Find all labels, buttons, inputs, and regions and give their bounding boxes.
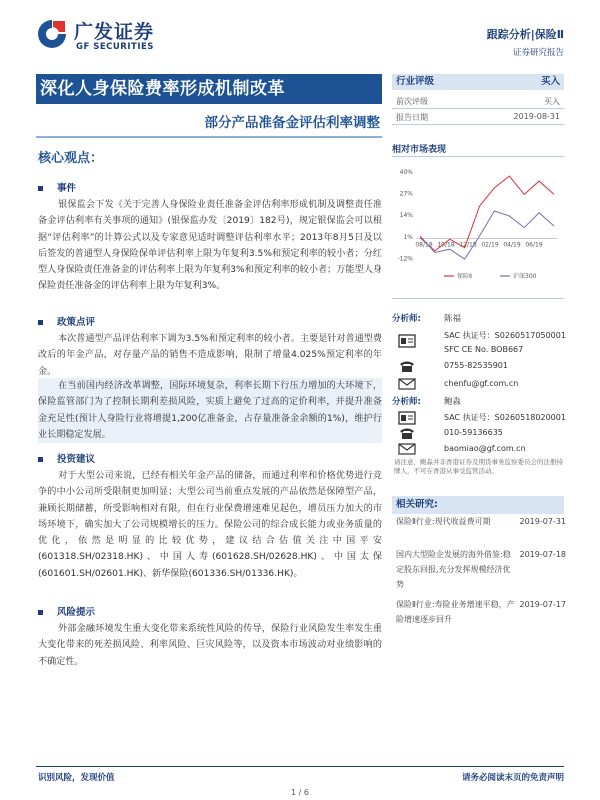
- analyst-email[interactable]: chenfu@gf.com.cn: [444, 379, 519, 388]
- section-risk-text: 外部金融环境发生重大变化带来系统性风险的传导，保险行业风险发生率发生重大变化带来的死差损风险、利率风险、巨灾风险等，以及资本市场波动对业绩影响的不确定性。: [38, 624, 382, 667]
- section-event-text: 银保监会下发《关于完善人身保险业责任准备金评估利率形成机制及调整责任准备金评估利率有关事项的通知》(银保监办发〔2019〕182号)，规定银保监会可以根据“评估利率”的计算公式以及专家意见适时调整评估利率水平；2013年8月5日及以后签发的普通型人身保险保单评估利率上限为年复利3.5%和预定利率的较小者；分红型人身保险责任准备金的评估利率上限为年复利3%和预定利率的较小者；万能型人身保险责任准备金的评估利率上限为年复利3%。: [38, 200, 382, 292]
- footer-slogan: 识别风险，发现价值: [38, 773, 115, 783]
- x-tick-label: 04/19: [503, 241, 521, 249]
- analyst-sac: SAC 执证号：S0260518020001: [444, 413, 566, 422]
- prev-rating-row: 前次评级 买入: [396, 97, 560, 106]
- footer-disclaimer: 请务必阅读末页的免责声明: [461, 773, 564, 783]
- legend-label: 保险Ⅱ: [457, 273, 472, 280]
- analyst-name: 陈福: [444, 314, 462, 324]
- analyst-phone: 0755-82535901: [444, 361, 508, 370]
- phone-icon: [398, 359, 416, 373]
- id-card-icon: [398, 334, 416, 348]
- section-event-heading: 事件: [38, 180, 76, 194]
- y-tick-label: 40%: [399, 169, 413, 176]
- legend-label: 沪深300: [513, 273, 537, 280]
- analyst-sac: SAC 执证号：S0260517050001: [444, 331, 566, 340]
- y-tick-label: 27%: [399, 190, 413, 198]
- report-subtitle: 部分产品准备金评估利率调整: [204, 115, 380, 131]
- gf-logo-icon: [36, 18, 68, 50]
- divider: [392, 124, 564, 125]
- email-icon: [398, 377, 416, 391]
- y-tick-label: -12%: [397, 255, 413, 263]
- x-tick-label: 10/18: [437, 241, 455, 249]
- market-chart-title: 相对市场表现: [392, 145, 447, 155]
- bullet-icon: [38, 457, 43, 462]
- analyst-label: 分析师:: [392, 314, 421, 324]
- x-tick-label: 02/19: [481, 241, 499, 249]
- analyst-sfc: SFC CE No. BOB667: [444, 345, 524, 354]
- x-tick-label: 08/18: [415, 241, 433, 249]
- footer-divider: [36, 766, 564, 767]
- related-item[interactable]: 保险Ⅱ行业:寿险业务增速平稳，产险增速逐步回升 2019-07-17: [396, 600, 566, 624]
- analyst-phone: 010-59136635: [444, 428, 503, 437]
- series-line-insurance: [420, 176, 554, 251]
- brand-name-en: GF SECURITIES: [76, 42, 154, 52]
- report-series: 证券研究报告: [512, 48, 564, 58]
- bullet-icon: [38, 610, 43, 615]
- relative-performance-chart: [392, 160, 566, 288]
- id-card-icon: [398, 411, 416, 425]
- related-item[interactable]: 国内大型险企发展的海外借鉴:稳定股东回报,充分发挥规模经济优势 2019-07-18: [396, 550, 566, 589]
- email-icon: [398, 442, 416, 456]
- divider: [392, 108, 564, 109]
- analyst-label: 分析师:: [392, 397, 421, 407]
- section-policy-text1: 本次普通型产品评估利率下调为3.5%和预定利率的较小者。主要是针对普通型费改后的年金产品，对存量产品的销售不造成影响，限制了增量4.025%预定利率的年金。: [38, 334, 382, 377]
- rating-header: 行业评级 买入: [392, 74, 564, 90]
- section-advice-heading: 投资建议: [38, 451, 95, 465]
- x-tick-label: 06/19: [525, 241, 543, 249]
- y-tick-label: 14%: [399, 212, 413, 220]
- page-number: 1 / 6: [291, 788, 309, 797]
- bullet-icon: [38, 186, 43, 191]
- section-policy-heading: 政策点评: [38, 314, 95, 328]
- section-policy-text2: 在当前国内经济改革调整，国际环境复杂，利率长期下行压力增加的大环境下，保险监管部门为了控制长期利差损风险，实质上避免了过高的定价利率，并提升准备金充足性(预计人身险行业将增提1,200亿准备金，占存量准备金余额的1%)，维护行业长期稳定发展。: [38, 378, 382, 443]
- report-type: 跟踪分析|保险Ⅱ: [486, 28, 564, 41]
- analyst-name: 鲍淼: [444, 397, 462, 407]
- brand-name: 广发证券: [74, 21, 155, 43]
- core-label: 核心观点：: [38, 151, 104, 166]
- divider: [392, 156, 564, 157]
- analyst-email[interactable]: baomiao@gf.com.cn: [444, 444, 526, 453]
- disclaimer-note: 请注意，鲍淼并非香港证券及期货事务监察委员会的注册持牌人，不可在香港从事受监管活动。: [394, 458, 563, 475]
- divider: [392, 298, 564, 299]
- x-tick-label: 12/18: [459, 241, 477, 249]
- section-risk-heading: 风险提示: [38, 604, 95, 618]
- report-date-row: 报告日期 2019-08-31: [396, 112, 560, 122]
- divider: [36, 136, 382, 138]
- section-advice-text: 对于大型公司来说，已经有相关年金产品的储备，而通过利率和价格优势进行竞争的中小公司所受限制更加明显；大型公司当前重点发展的产品依然是保障型产品，兼顾长期储蓄，所受影响相对有限，但在行业保费增速难见起色，增员压力加大的市场环境下，确实加大了公司规模增长的压力。保险公司的综合成长能力或业务质量的优化，依然是明显的比较优势，建议结合估值关注中国平安(601318.SH/02318.HK)、中国人寿(601628.SH/02628.HK)、中国太保(601601.SH/02601.HK)、新华保险(601336.SH/01336.HK)。: [38, 471, 382, 579]
- related-research-heading: 相关研究:: [392, 496, 564, 514]
- y-tick-label: 1%: [403, 233, 413, 241]
- report-title: 深化人身保险费率形成机制改革: [36, 74, 382, 104]
- series-line-hs300: [420, 211, 554, 259]
- bullet-icon: [38, 320, 43, 325]
- phone-icon: [398, 426, 416, 440]
- rating-value: 买入: [540, 76, 560, 87]
- related-item[interactable]: 保险Ⅱ行业:现代收益费可期 2019-07-31: [396, 517, 566, 526]
